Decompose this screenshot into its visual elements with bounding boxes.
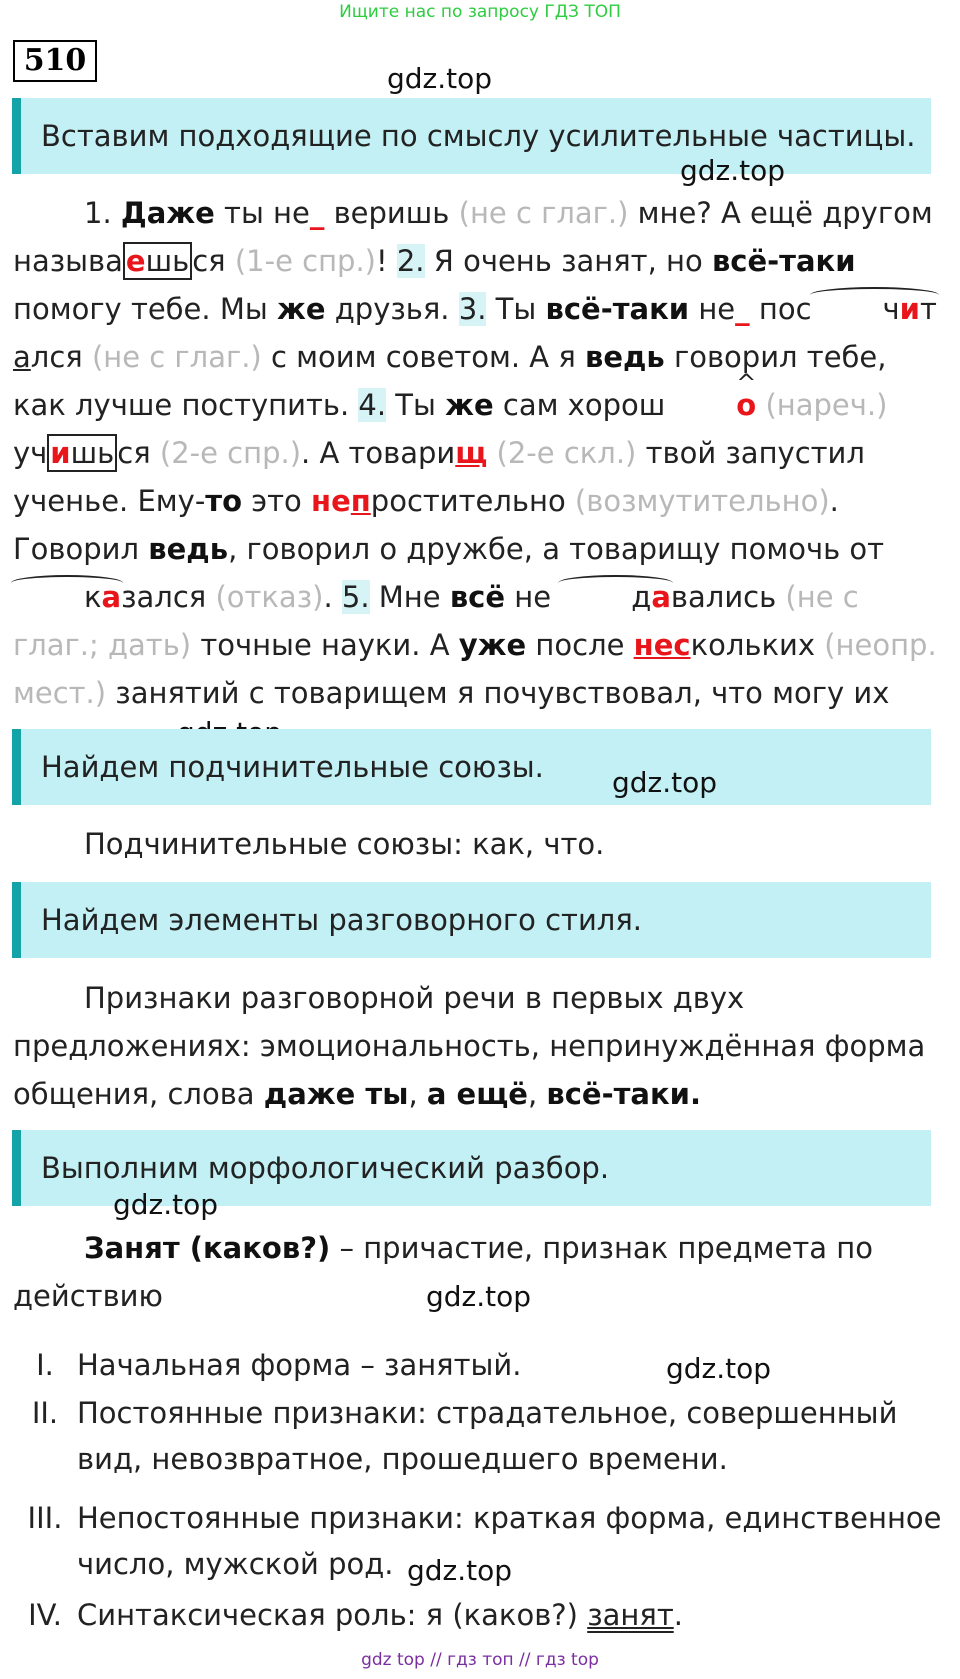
text: ! — [375, 244, 397, 278]
list-number: II. — [31, 1396, 59, 1430]
text: ч — [882, 292, 900, 326]
list-text — [77, 1592, 943, 1638]
paragraph: Подчинительные союзы: как, что. — [84, 827, 605, 861]
text: твой запустил ученье. Ему- — [13, 436, 865, 518]
missing-space-mark: _ — [309, 196, 325, 230]
list-number: I. — [36, 1348, 54, 1382]
section-header-text: Выполним морфологический разбор. — [41, 1151, 610, 1185]
hint: (отказ) — [215, 580, 324, 614]
particle: то — [205, 484, 243, 518]
text: ростительно — [370, 484, 575, 518]
section-header-particles — [12, 98, 931, 174]
particle: же — [276, 292, 326, 326]
watermark: gdz.top — [666, 1352, 772, 1385]
watermark: gdz.top — [387, 62, 493, 95]
highlighted-letter: а — [651, 580, 671, 614]
sentence-number: 2. — [396, 244, 425, 278]
list-text: Постоянные признаки: страдательное, совершенный вид, невозвратное, прошедшего времени. — [77, 1396, 898, 1476]
text: к — [84, 580, 102, 614]
section-header-conjunctions — [12, 729, 931, 805]
text: . А товари — [301, 436, 456, 470]
highlighted-letter: щ — [455, 436, 488, 470]
particle: уже — [458, 628, 527, 662]
text: , — [527, 1077, 547, 1111]
text: ся — [192, 244, 235, 278]
text: Ты — [486, 292, 546, 326]
text: . — [673, 1598, 683, 1632]
highlighted-letter: а — [101, 580, 122, 614]
text: Признаки разговорной речи в первых двух предложениях: эмоциональность, непринуждённая форма общения, слова — [13, 981, 926, 1111]
hint: (2-е спр.) — [159, 436, 302, 470]
text: т — [920, 292, 937, 326]
watermark: gdz.top — [426, 1280, 532, 1313]
list-item — [13, 1592, 943, 1638]
predicate-underline: занят — [587, 1598, 674, 1632]
text: говорил тебе, как лучше поступить. — [13, 340, 887, 422]
watermark: gdz.top — [113, 1188, 219, 1221]
list-item — [13, 1342, 943, 1388]
highlighted-letter: и — [50, 436, 71, 470]
section-header-text: Найдем подчинительные союзы. — [41, 750, 544, 784]
ending-box — [47, 434, 117, 472]
list-text: Непостоянные признаки: краткая форма, единственное число, мужской род. — [77, 1501, 942, 1581]
hint: (2-е скл.) — [496, 436, 637, 470]
style-text — [13, 974, 943, 1118]
list-number: III. — [27, 1501, 63, 1535]
ending-box — [123, 242, 192, 280]
top-banner[interactable]: Ищите нас по запросу ГДЗ ТОП — [339, 2, 621, 22]
text: шь — [70, 436, 115, 470]
sentence-number: 3. — [458, 292, 487, 326]
highlighted-letter: и — [899, 292, 920, 326]
root-arc — [560, 573, 671, 621]
text: , — [408, 1077, 427, 1111]
text: пос — [749, 292, 812, 326]
list-text: Начальная форма – занятый. — [77, 1348, 522, 1382]
text — [487, 436, 496, 470]
paragraph — [13, 974, 943, 1118]
hint: (не с глаг.; дать) — [13, 580, 859, 662]
section-header-text: Найдем элементы разговорного стиля. — [41, 903, 642, 937]
text: д — [631, 580, 652, 614]
text: , говорил о дружбе, а товарищу помочь от — [228, 532, 885, 566]
list-number: IV. — [28, 1598, 62, 1632]
text: – причастие, признак предмета по действию — [13, 1231, 873, 1313]
particle: ведь — [584, 340, 665, 374]
text: не — [505, 580, 561, 614]
text: уч — [13, 436, 48, 470]
hint: (1-е спр.) — [234, 244, 376, 278]
text: лся — [30, 340, 92, 374]
footer-links[interactable]: gdz top // гдз топ // гдз top — [361, 1650, 599, 1670]
text: занятий с товарищем я почувствовал, что могу их — [115, 676, 890, 710]
missing-space-mark: _ — [735, 292, 750, 326]
hint: (не с глаг.) — [91, 340, 262, 374]
text: шь — [145, 244, 190, 278]
emphasis: Занят (каков?) — [84, 1231, 331, 1265]
watermark: gdz.top — [407, 1554, 513, 1587]
emphasis: а ещё — [426, 1077, 528, 1111]
hint: (неопр. мест.) — [13, 628, 937, 710]
text: ты не — [214, 196, 310, 230]
suffix-underline: а — [13, 340, 31, 374]
section-header-style — [12, 882, 931, 958]
particle: же — [445, 388, 494, 422]
highlighted-letter: п — [350, 484, 371, 518]
text: точные науки. А — [191, 628, 459, 662]
text: с моим советом. А я — [261, 340, 585, 374]
text: это — [242, 484, 312, 518]
highlighted-letter: не — [311, 484, 351, 518]
hint: (нареч.) — [765, 388, 888, 422]
exercise-text — [13, 189, 943, 765]
text: помогу тебе. Мы — [13, 292, 277, 326]
sentence-number: 1. — [84, 196, 112, 230]
section-header-text: Вставим подходящие по смыслу усилительные частицы. — [41, 119, 916, 153]
text: друзья. — [325, 292, 459, 326]
root-arc — [13, 573, 121, 621]
root-arc — [812, 285, 937, 333]
particle: всё — [449, 580, 506, 614]
emphasis: всё-таки. — [546, 1077, 702, 1111]
sentence-number: 4. — [358, 388, 387, 422]
highlighted-letter: е — [125, 244, 146, 278]
watermark: gdz.top — [612, 766, 718, 799]
watermark: gdz.top — [680, 154, 786, 187]
text: сам хорош — [493, 388, 666, 422]
conjunctions-text — [13, 820, 943, 868]
text: Ты — [386, 388, 446, 422]
text: Мне — [369, 580, 450, 614]
hint: (не с глаг.) — [458, 196, 629, 230]
text: не — [689, 292, 736, 326]
text: Я очень занят, но — [424, 244, 712, 278]
sentence-number: 5. — [341, 580, 370, 614]
text: после — [526, 628, 634, 662]
highlighted-letter: ^ о — [665, 381, 756, 429]
hint: (возмутительно) — [574, 484, 830, 518]
text: мне? А ещё другом называ — [13, 196, 933, 278]
exercise-paragraph — [13, 189, 943, 765]
particle: всё-таки — [711, 244, 856, 278]
text: Синтаксическая роль: я (каков?) — [77, 1598, 588, 1632]
highlighted-letter: нес — [633, 628, 691, 662]
particle: Даже — [120, 196, 215, 230]
text: . Говорил — [13, 484, 839, 566]
emphasis: даже ты — [263, 1077, 409, 1111]
text: ся — [117, 436, 160, 470]
text: зался — [121, 580, 216, 614]
text: кольких — [690, 628, 825, 662]
text: вались — [670, 580, 786, 614]
list-item — [13, 1390, 943, 1482]
particle: всё-таки — [545, 292, 690, 326]
text: веришь — [324, 196, 459, 230]
particle: ведь — [148, 532, 229, 566]
text: . — [323, 580, 342, 614]
task-number: 510 — [13, 40, 97, 82]
